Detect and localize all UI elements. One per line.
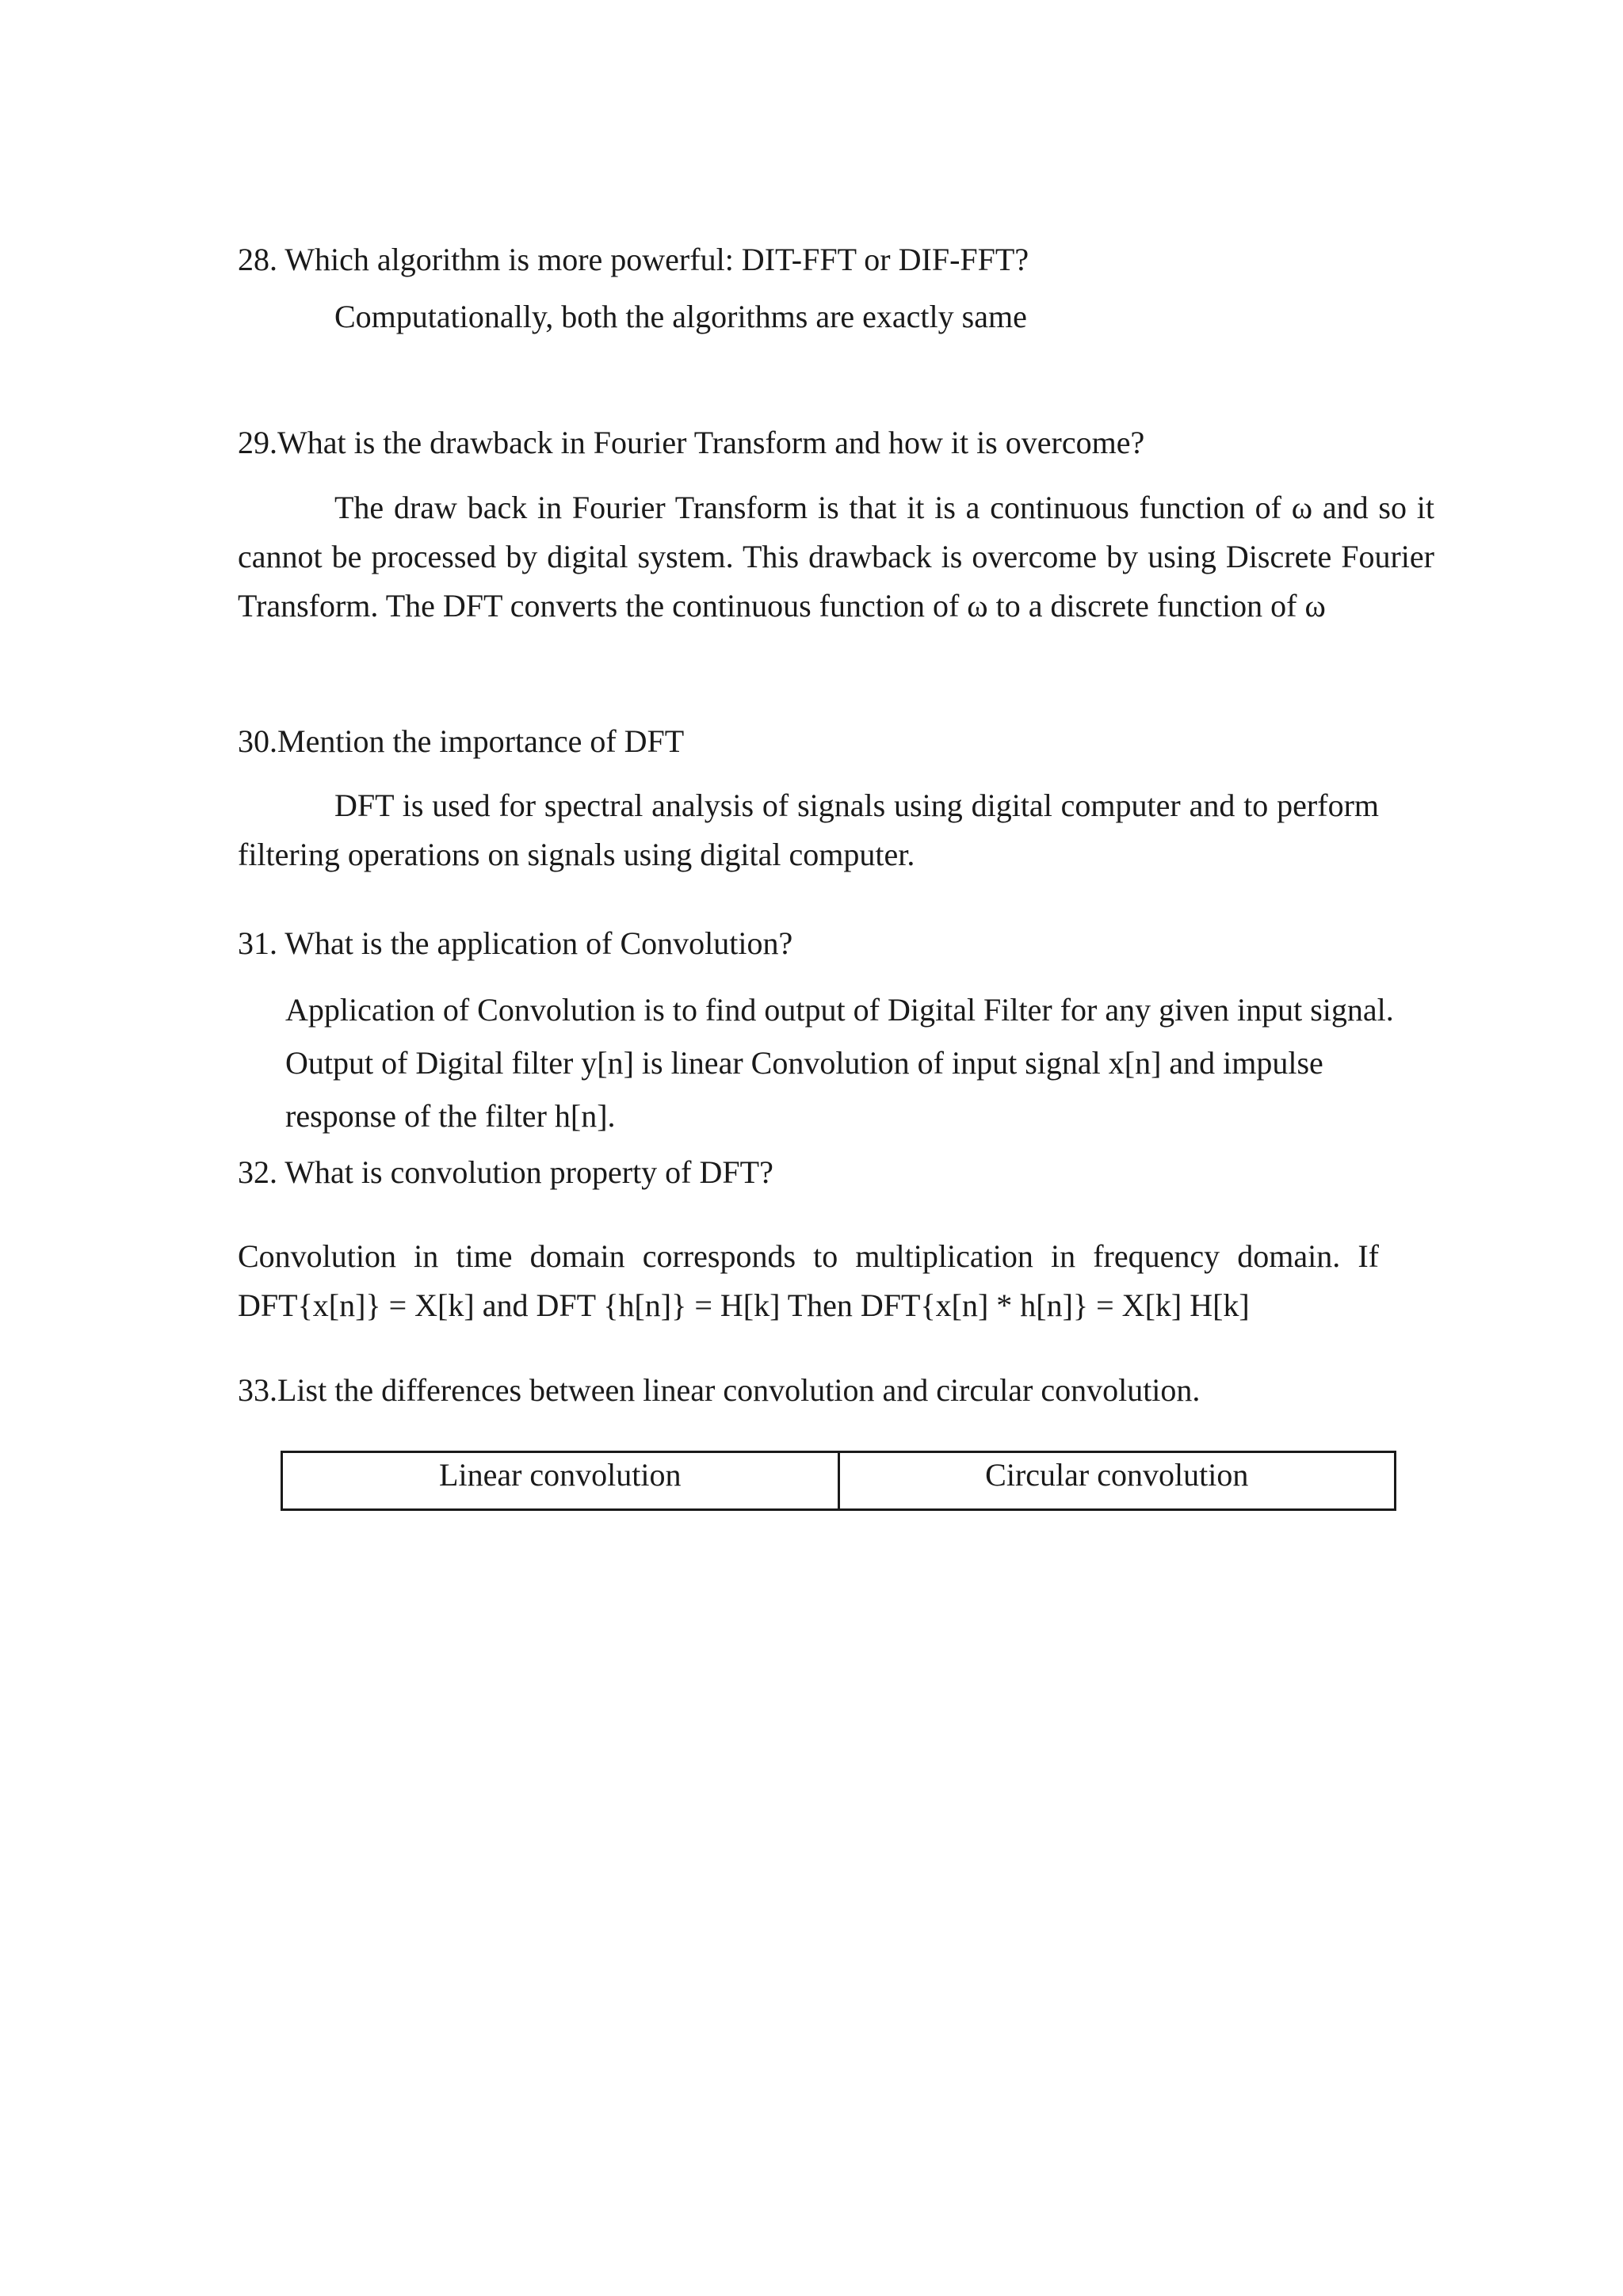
answer-32 bbox=[238, 1232, 1379, 1330]
answer-29: The draw back in Fourier Transform is that it is a continuous function of ω and so it cannot be processed by digital system. This drawback is overcome by using Discrete Fourier Transform. The DFT converts the continuous function of ω to a discrete function of ω bbox=[238, 490, 1434, 624]
table-header-row bbox=[282, 1452, 1396, 1510]
header-linear-convolution: Linear convolution bbox=[282, 1452, 839, 1510]
header-circular-convolution: Circular convolution bbox=[838, 1452, 1396, 1510]
question-31: 31. What is the application of Convolution? bbox=[238, 925, 793, 961]
question-32: 32. What is convolution property of DFT? bbox=[238, 1154, 773, 1190]
question-29: 29.What is the drawback in Fourier Transform and how it is overcome? bbox=[238, 425, 1145, 460]
answer-30: DFT is used for spectral analysis of signals using digital computer and to perform filtering operations on signals using digital computer. bbox=[238, 788, 1379, 872]
answer-31 bbox=[285, 983, 1434, 1142]
answer-31-line-3: response of the filter h[n]. bbox=[285, 1098, 616, 1134]
differences-table bbox=[281, 1451, 1396, 1511]
question-28: 28. Which algorithm is more powerful: DIT-FFT or DIF-FFT? bbox=[238, 242, 1029, 277]
answer-31-line-2: Output of Digital filter y[n] is linear Convolution of input signal x[n] and impulse bbox=[285, 1045, 1323, 1081]
answer-28: Computationally, both the algorithms are exactly same bbox=[334, 299, 1027, 334]
answer-32-line-2: DFT{x[n]} = X[k] and DFT {h[n]} = H[k] Then DFT{x[n] * h[n]} = X[k] H[k] bbox=[238, 1287, 1250, 1323]
question-33: 33.List the differences between linear convolution and circular convolution. bbox=[238, 1372, 1201, 1408]
answer-32-line-1: Convolution in time domain corresponds to multiplication in frequency domain. If bbox=[238, 1238, 1379, 1274]
question-30: 30.Mention the importance of DFT bbox=[238, 723, 685, 759]
answer-31-line-1: Application of Convolution is to find output of Digital Filter for any given input signal. bbox=[285, 992, 1394, 1028]
